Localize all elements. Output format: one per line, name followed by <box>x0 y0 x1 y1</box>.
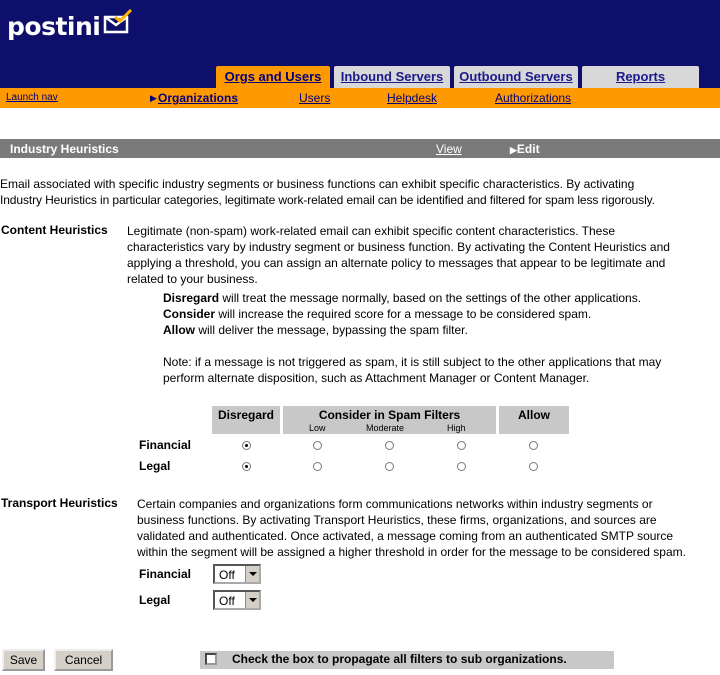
tab-outbound-servers[interactable]: Outbound Servers <box>454 66 578 88</box>
header-moderate: Moderate <box>366 423 405 433</box>
select-value: Off <box>219 568 235 582</box>
nav-users[interactable]: Users <box>299 91 331 105</box>
transport-label-financial: Financial <box>139 567 192 581</box>
header-high: High <box>447 423 466 433</box>
radio-financial-high[interactable] <box>457 441 466 450</box>
radio-legal-disregard[interactable] <box>242 462 251 471</box>
nav-authorizations[interactable]: Authorizations <box>495 91 572 105</box>
edit-label <box>510 142 540 156</box>
launch-nav-link[interactable]: Launch nav <box>6 92 58 103</box>
radio-legal-low[interactable] <box>313 462 322 471</box>
header-low: Low <box>309 423 326 433</box>
option-term: Consider <box>163 307 216 321</box>
transport-line: Certain companies and organizations form communications networks within industry segments or <box>137 497 653 511</box>
option-descriptions <box>163 290 641 338</box>
section-title: Industry Heuristics <box>10 142 119 156</box>
content-heuristics-label: Content Heuristics <box>1 223 108 237</box>
intro-text <box>0 176 720 208</box>
intro-line-2: Industry Heuristics in particular categories, legitimate work-related email can be identified and filtered for spam less rigorously. <box>0 193 655 207</box>
postini-logo[interactable] <box>7 12 133 41</box>
header-consider-label: Consider in Spam Filters <box>318 408 461 422</box>
nav-helpdesk[interactable]: Helpdesk <box>387 91 438 105</box>
content-line: characteristics vary by industry segment or business function. By activating the Content Heuristics and <box>127 240 670 254</box>
select-value: Off <box>219 594 235 608</box>
transport-line: validated and authenticated. Once activated, a message coming from an authenticated SMTP source <box>137 529 674 543</box>
radio-legal-moderate[interactable] <box>385 462 394 471</box>
option-desc: will increase the required score for a message to be considered spam. <box>215 307 592 321</box>
content-line: applying a threshold, you can assign an alternate policy to messages that appear to be legitimate and <box>127 256 666 270</box>
envelope-check-icon <box>103 9 133 38</box>
dropdown-arrow-icon <box>245 566 259 582</box>
option-term: Allow <box>163 323 195 337</box>
tab-reports[interactable]: Reports <box>582 66 699 88</box>
transport-line: business functions. By activating Transport Heuristics, these firms, organizations, and sources are <box>137 513 657 527</box>
radio-financial-disregard[interactable] <box>242 441 251 450</box>
option-term: Disregard <box>163 291 220 305</box>
note-line-2: perform alternate disposition, such as Attachment Manager or Content Manager. <box>163 371 590 385</box>
row-label-financial: Financial <box>139 438 192 452</box>
content-line: related to your business. <box>127 272 258 286</box>
cancel-button[interactable]: Cancel <box>54 649 113 671</box>
transport-line: within the segment will be assigned a higher threshold in order for the message to be considered spam. <box>137 545 686 559</box>
radio-legal-allow[interactable] <box>529 462 538 471</box>
view-link[interactable]: View <box>436 142 462 156</box>
sub-nav <box>0 88 720 108</box>
note-line-1: Note: if a message is not triggered as spam, it is still subject to the other applications that may <box>163 355 662 369</box>
tab-inbound-servers[interactable]: Inbound Servers <box>334 66 450 88</box>
intro-line-1: Email associated with specific industry segments or business functions can exhibit specific characteristics. By activating <box>0 177 635 191</box>
brand-name: postini <box>7 12 101 41</box>
header-disregard: Disregard <box>212 406 280 434</box>
transport-heuristics-label: Transport Heuristics <box>1 496 118 510</box>
selected-arrow-icon: ▶ <box>150 93 157 103</box>
save-button[interactable]: Save <box>2 649 45 671</box>
edit-text: Edit <box>516 142 540 156</box>
transport-financial-select[interactable] <box>213 564 261 584</box>
nav-organizations[interactable]: Organizations <box>158 91 239 105</box>
transport-heuristics-desc <box>137 496 720 560</box>
radio-financial-moderate[interactable] <box>385 441 394 450</box>
section-bar <box>0 139 720 158</box>
transport-legal-select[interactable] <box>213 590 261 610</box>
propagate-checkbox[interactable] <box>205 653 217 665</box>
option-desc: will treat the message normally, based on the settings of the other applications. <box>219 291 642 305</box>
row-label-legal: Legal <box>139 459 171 473</box>
content-line: Legitimate (non-spam) work-related email can exhibit specific content characteristics. These <box>127 224 615 238</box>
header-bar <box>0 0 720 88</box>
edit-arrow-icon: ▶ <box>510 145 517 155</box>
note-text <box>163 354 661 386</box>
dropdown-arrow-icon <box>245 592 259 608</box>
radio-financial-allow[interactable] <box>529 441 538 450</box>
radio-legal-high[interactable] <box>457 462 466 471</box>
propagate-bar <box>200 651 614 669</box>
content-heuristics-desc <box>127 223 720 287</box>
header-allow: Allow <box>499 406 569 434</box>
option-desc: will deliver the message, bypassing the spam filter. <box>195 323 468 337</box>
transport-label-legal: Legal <box>139 593 171 607</box>
propagate-label: Check the box to propagate all filters to sub organizations. <box>232 652 567 666</box>
tab-orgs-and-users[interactable]: Orgs and Users <box>216 66 330 88</box>
main-tabs <box>216 66 703 88</box>
radio-financial-low[interactable] <box>313 441 322 450</box>
